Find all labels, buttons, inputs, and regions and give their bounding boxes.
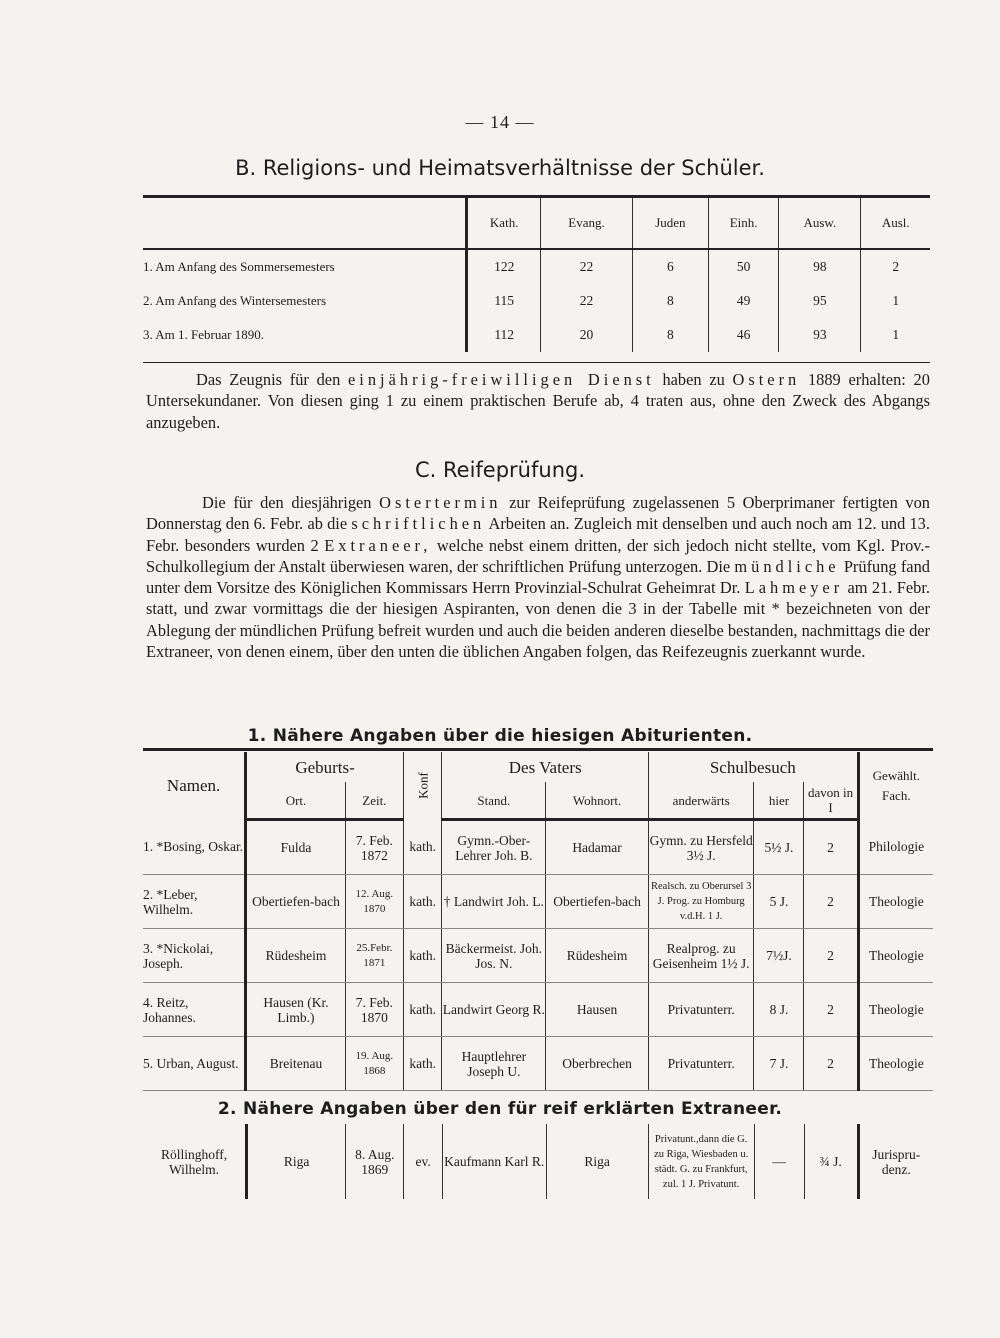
cell: kath.	[403, 983, 442, 1037]
cell: 46	[709, 318, 779, 352]
cell: kath.	[403, 1037, 442, 1091]
cell: Theologie	[858, 875, 933, 929]
cell: 49	[709, 284, 779, 318]
cell: Hausen (Kr. Limb.)	[246, 983, 346, 1037]
table-row	[143, 1037, 933, 1091]
cell: Landwirt Georg R.	[442, 983, 546, 1037]
table-row	[143, 820, 933, 875]
cell: 2	[804, 1037, 858, 1091]
col-header	[403, 752, 442, 820]
cell: Theologie	[858, 929, 933, 983]
rule	[143, 748, 933, 751]
col-header	[858, 752, 933, 820]
cell: Hausen	[546, 983, 649, 1037]
cell: 115	[467, 284, 541, 318]
text-run: haben zu	[662, 370, 725, 389]
text-run: zur Reifeprüfung zugelassenen 5 Oberprimaner fertigten von Donnerstag den 6. Febr. ab die	[146, 493, 931, 534]
cell: 8	[632, 284, 708, 318]
cell: —	[754, 1124, 804, 1199]
cell: Kaufmann Karl R.	[442, 1124, 546, 1199]
cell: Privatunterr.	[648, 1037, 754, 1091]
cell: Obertiefen-bach	[546, 875, 649, 929]
fach-label: Fach.	[882, 787, 911, 803]
name-cell: Röllinghoff, Wilhelm.	[160, 1146, 228, 1177]
col-header: Geburts-	[246, 752, 404, 782]
konf-header: Konf	[415, 772, 431, 800]
section-b-title: B. Religions- und Heimatsverhältnisse der Schüler.	[235, 156, 765, 180]
col-header: Wohnort.	[546, 782, 649, 820]
table-row	[143, 929, 933, 983]
rule	[143, 362, 930, 363]
cell: 20	[541, 318, 632, 352]
table-header-row	[143, 782, 933, 820]
table-row	[143, 875, 933, 929]
text-run: Ostern	[732, 370, 801, 389]
cell: Fulda	[246, 820, 346, 875]
cell: 2	[861, 249, 930, 284]
cell: 7. Feb. 1870	[345, 983, 403, 1037]
cell: Hauptlehrer Joseph U.	[442, 1037, 546, 1091]
col-header: Des Vaters	[442, 752, 648, 782]
col-header: Namen.	[166, 776, 221, 796]
col-header: Einh.	[709, 198, 779, 249]
cell: Riga	[247, 1124, 346, 1199]
row-label: 2. Am Anfang des Wintersemesters	[143, 293, 327, 308]
cell: Theologie	[858, 1037, 933, 1091]
cell: 7½J.	[754, 929, 804, 983]
cell: † Landwirt Joh. L.	[442, 875, 546, 929]
cell: Riga	[546, 1124, 648, 1199]
table2-title: 2. Nähere Angaben über den für reif erklärten Extraneer.	[217, 1099, 783, 1119]
text-run: Das Zeugnis für den	[196, 370, 341, 389]
gewaehlt-label: Gewählt.	[872, 767, 920, 783]
zeugnis-paragraph	[146, 369, 930, 433]
abiturienten-table	[143, 752, 933, 1091]
cell: Philologie	[858, 820, 933, 875]
col-header: Ausw.	[779, 198, 861, 249]
name-cell: 4. Reitz, Johannes.	[143, 983, 246, 1037]
cell: 122	[467, 249, 541, 284]
cell: Jurispru-denz.	[858, 1124, 933, 1199]
cell: 8. Aug. 1869	[346, 1124, 404, 1199]
col-header: davon in I	[804, 782, 858, 820]
cell: 7 J.	[754, 1037, 804, 1091]
cell: Theologie	[858, 983, 933, 1037]
cell: Privatunt.,dann die G. zu Riga, Wiesbaden u. städt. G. zu Frankfurt, zul. 1 J. Privatunt.	[648, 1124, 754, 1199]
cell: 98	[779, 249, 861, 284]
table-row	[143, 284, 930, 318]
cell: 5½ J.	[754, 820, 804, 875]
cell: 2	[804, 820, 858, 875]
col-header: Stand.	[442, 782, 546, 820]
cell: 25.Febr. 1871	[345, 929, 403, 983]
religion-table	[143, 198, 930, 352]
reifepruefung-paragraph	[146, 492, 930, 662]
text-run: mündliche	[734, 556, 840, 576]
col-header: hier	[754, 782, 804, 820]
text-run: Arbeiten an. Zugleich mit denselben und auch noch am 12. und 13. Febr. besonders wurden 2	[146, 514, 930, 555]
cell: 2	[804, 929, 858, 983]
cell: Gymn. zu Hersfeld 3½ J.	[648, 820, 754, 875]
col-header: Ort.	[246, 782, 346, 820]
cell: 12. Aug. 1870	[345, 875, 403, 929]
page-number: — 14 —	[465, 112, 535, 132]
text-run: Prüfung fand unter dem Vorsitze des Königlichen Kommissars Herrn Provinzial-Schulrat Geheimrat Dr.	[146, 556, 930, 598]
name-cell: 1. *Bosing, Oskar.	[143, 820, 246, 875]
table-row	[143, 983, 933, 1037]
cell: kath.	[403, 929, 442, 983]
cell: Obertiefen-bach	[246, 875, 346, 929]
text-run: am 21. Febr. statt, und zwar vormittags die der hiesigen Aspiranten, von denen die 3 in der Tabelle mit * bezeichneten von der Ablegung der mündlichen Prüfung befreit wurden und auch die beiden anderen dieselbe bestanden, nachmittags die der Extraneer, von denen einem, über den unten die üblichen Angaben folgen, das Reifezeugnis zuerkannt wurde.	[146, 578, 930, 662]
text-run: Extraneer,	[324, 535, 432, 555]
cell: 8	[632, 318, 708, 352]
table-header-row	[143, 198, 930, 249]
table-row	[143, 1124, 933, 1199]
cell: Oberbrechen	[546, 1037, 649, 1091]
text-run: schriftlichen	[351, 514, 486, 534]
col-header: Schulbesuch	[648, 752, 858, 782]
text-run: 1889 erhalten: 20 Untersekundaner. Von diesen ging 1 zu einem praktischen Berufe ab, 4 traten aus, ohne den Zweck des Abgangs anzugeben.	[146, 370, 930, 432]
table-row	[143, 249, 930, 284]
col-header: Zeit.	[345, 782, 403, 820]
table1-title: 1. Nähere Angaben über die hiesigen Abiturienten.	[247, 726, 753, 746]
cell: ¾ J.	[804, 1124, 858, 1199]
cell: Privatunterr.	[648, 983, 754, 1037]
cell: 50	[709, 249, 779, 284]
text-run: einjährig-freiwilligen Dienst	[348, 370, 655, 389]
extraneer-table	[143, 1124, 933, 1199]
cell: 1	[861, 284, 930, 318]
table-row	[143, 318, 930, 352]
cell: Breitenau	[246, 1037, 346, 1091]
col-header: Evang.	[541, 198, 632, 249]
row-label: 3. Am 1. Februar 1890.	[143, 327, 264, 342]
col-header: Kath.	[467, 198, 541, 249]
cell: 2	[804, 875, 858, 929]
cell: Bäckermeist. Joh. Jos. N.	[442, 929, 546, 983]
col-header: Juden	[632, 198, 708, 249]
cell: 22	[541, 249, 632, 284]
name-cell: 5. Urban, August.	[143, 1037, 246, 1091]
cell: 93	[779, 318, 861, 352]
cell: 112	[467, 318, 541, 352]
col-header: anderwärts	[648, 782, 754, 820]
cell: Realsch. zu Oberursel 3 J. Prog. zu Homburg v.d.H. 1 J.	[648, 875, 754, 929]
cell: Realprog. zu Geisenheim 1½ J.	[648, 929, 754, 983]
text-run: Ostertermin	[379, 493, 502, 512]
col-header: Ausl.	[861, 198, 930, 249]
cell: 2	[804, 983, 858, 1037]
text-run: Lahmeyer	[744, 578, 844, 598]
table-header-row	[143, 752, 933, 782]
section-c-title: C. Reifeprüfung.	[414, 458, 586, 482]
name-cell: 3. *Nickolai, Joseph.	[143, 929, 246, 983]
text-run: welche nebst einem dritten, der sich jedoch nicht stellte, vom Kgl. Prov.-Schulkollegium der Anstalt überwiesen waren, der schriftlichen Prüfung unterzogen. Die	[146, 535, 930, 576]
cell: 95	[779, 284, 861, 318]
row-label: 1. Am Anfang des Sommersemesters	[143, 259, 335, 274]
cell: 19. Aug. 1868	[345, 1037, 403, 1091]
cell: 22	[541, 284, 632, 318]
text-run: Die für den diesjährigen	[202, 493, 372, 512]
cell: 5 J.	[754, 875, 804, 929]
name-cell: 2. *Leber, Wilhelm.	[143, 875, 246, 929]
cell: Rüdesheim	[546, 929, 649, 983]
cell: Gymn.-Ober-Lehrer Joh. B.	[442, 820, 546, 875]
cell: kath.	[403, 820, 442, 875]
cell: Hadamar	[546, 820, 649, 875]
cell: 6	[632, 249, 708, 284]
cell: Rüdesheim	[246, 929, 346, 983]
cell: ev.	[404, 1124, 442, 1199]
cell: 7. Feb. 1872	[345, 820, 403, 875]
cell: 1	[861, 318, 930, 352]
cell: 8 J.	[754, 983, 804, 1037]
cell: kath.	[403, 875, 442, 929]
